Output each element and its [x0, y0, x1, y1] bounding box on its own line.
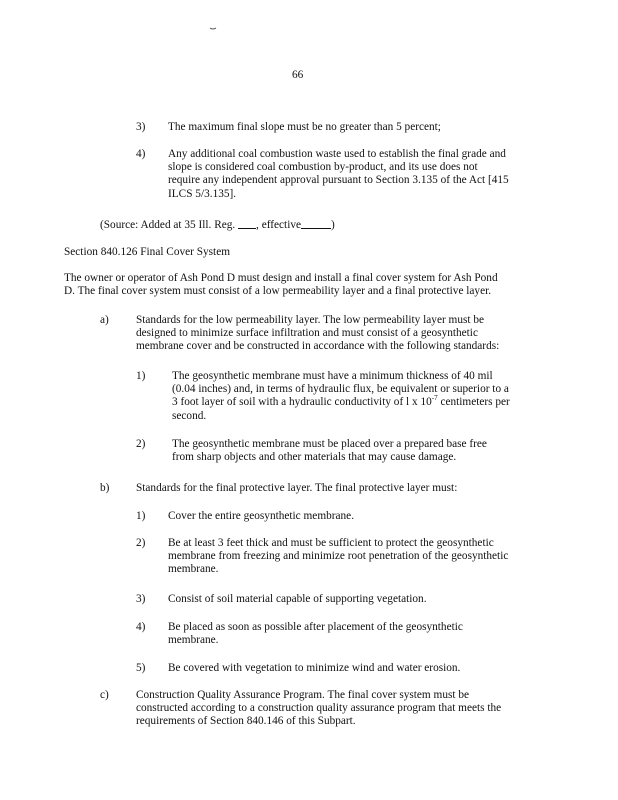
list-item-text	[172, 438, 487, 464]
subsection-b-text	[136, 482, 457, 495]
subsection-marker: b)	[100, 482, 110, 494]
subsection-marker: a)	[100, 314, 109, 326]
subsection-a-text	[136, 314, 499, 354]
intro-paragraph	[64, 272, 498, 298]
list-item-text	[168, 621, 463, 647]
text-line: require any independent approval pursuant to Section 3.135 of the Act [415	[168, 174, 509, 187]
list-item-text	[168, 510, 354, 523]
subsection-marker: c)	[100, 689, 109, 701]
list-marker: 5)	[136, 662, 146, 674]
text-line: The geosynthetic membrane must be placed over a prepared base free	[172, 438, 487, 450]
text-line: Cover the entire geosynthetic membrane.	[168, 510, 355, 522]
source-prefix: (Source: Added at 35 Ill. Reg.	[100, 219, 239, 231]
list-marker: 2)	[136, 438, 146, 450]
text-line: (0.04 inches) and, in terms of hydraulic flux, be equivalent or superior to a	[172, 383, 509, 396]
list-marker: 4)	[136, 148, 146, 160]
list-marker: 3)	[136, 593, 146, 605]
text-line	[172, 396, 510, 409]
text-line: membrane.	[168, 634, 219, 647]
text-line: constructed according to a construction quality assurance program that meets the	[136, 702, 502, 715]
text-line: membrane.	[168, 563, 219, 576]
text-line: The maximum final slope must be no greater than 5 percent;	[168, 121, 441, 133]
page-number: 66	[292, 69, 304, 81]
text-line: requirements of Section 840.146 of this Subpart.	[136, 715, 356, 728]
list-item-text	[172, 370, 510, 423]
source-middle: , effective	[256, 219, 301, 231]
text-line: Construction Quality Assurance Program. The final cover system must be	[136, 689, 469, 701]
source-note	[100, 218, 335, 232]
text-line: The owner or operator of Ash Pond D must design and install a final cover system for Ash Pond	[64, 272, 498, 284]
text-line: Be placed as soon as possible after placement of the geosynthetic	[168, 621, 463, 633]
blank-line	[238, 218, 256, 229]
text-line: The geosynthetic membrane must have a minimum thickness of 40 mil	[172, 370, 493, 382]
section-heading: Section 840.126 Final Cover System	[64, 246, 230, 258]
list-marker: 2)	[136, 537, 146, 549]
text-line: Standards for the low permeability layer. The low permeability layer must be	[136, 314, 485, 326]
text-line: Be covered with vegetation to minimize wind and water erosion.	[168, 662, 461, 674]
text-line: Any additional coal combustion waste used to establish the final grade and	[168, 148, 506, 160]
text-fragment: centimeters per	[437, 396, 510, 409]
list-marker: 4)	[136, 621, 146, 633]
list-marker: 1)	[136, 510, 146, 522]
text-line: membrane cover and be constructed in accordance with the following standards:	[136, 340, 500, 353]
list-item-text	[168, 537, 508, 577]
text-line: D. The final cover system must consist of a low permeability layer and a final protective layer.	[64, 285, 492, 298]
source-suffix: )	[331, 219, 335, 231]
text-line: membrane from freezing and minimize root penetration of the geosynthetic	[168, 550, 509, 563]
list-marker: 1)	[136, 370, 146, 382]
text-line: ILCS 5/3.135].	[168, 187, 237, 200]
text-line: Standards for the final protective layer. The final protective layer must:	[136, 482, 458, 494]
text-line: designed to minimize surface infiltration and must consist of a geosynthetic	[136, 327, 478, 340]
superscript: -7	[431, 394, 438, 403]
text-line: from sharp objects and other materials that may cause damage.	[172, 451, 457, 464]
list-item-text	[168, 662, 460, 675]
subsection-c-text	[136, 689, 501, 729]
text-line: Consist of soil material capable of supporting vegetation.	[168, 593, 427, 605]
text-fragment: 3 foot layer of soil with a hydraulic conductivity of l x 10	[172, 396, 432, 409]
text-line: Be at least 3 feet thick and must be sufficient to protect the geosynthetic	[168, 537, 494, 549]
list-item-text	[168, 121, 441, 134]
text-line: second.	[172, 409, 207, 422]
list-item-text	[168, 148, 509, 201]
blank-line	[301, 218, 331, 229]
list-item-text	[168, 593, 427, 606]
list-marker: 3)	[136, 121, 146, 133]
text-line: slope is considered coal combustion by-product, and its use does not	[168, 161, 478, 174]
scan-speck	[209, 23, 217, 31]
